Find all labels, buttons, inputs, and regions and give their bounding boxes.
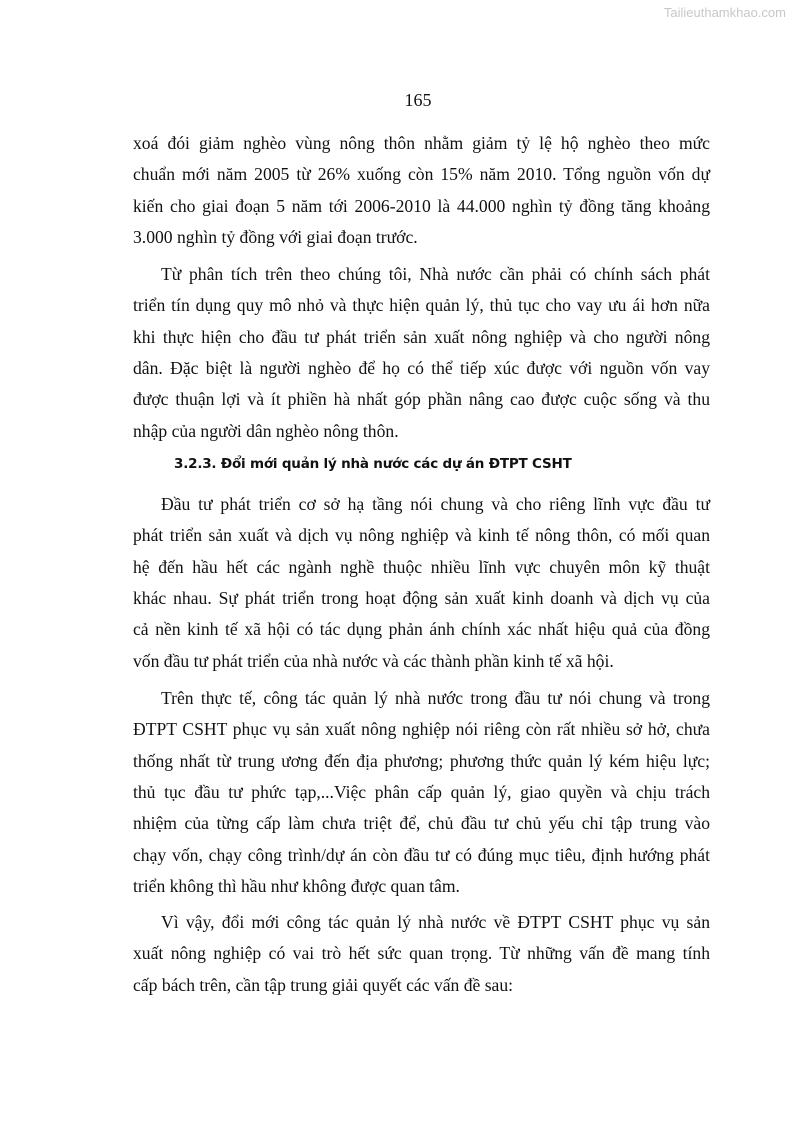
paragraph-line: triển không thì hầu như không được quan tâm. (133, 875, 460, 896)
paragraph-line: phát triển sản xuất và dịch vụ nông nghiệp và kinh tế nông thôn, có mối quan (133, 525, 710, 546)
paragraph-line: khi thực hiện cho đầu tư phát triển sản xuất nông nghiệp và cho người nông (133, 326, 710, 347)
page-number: 165 (404, 90, 432, 110)
paragraph-line: nhiệm của từng cấp làm chưa triệt để, chủ đầu tư chủ yếu chỉ tập trung vào (133, 813, 710, 834)
paragraph-line: thủ tục đầu tư phức tạp,...Việc phân cấp quản lý, giao quyền và chịu trách (133, 781, 710, 802)
paragraph-line: 3.000 nghìn tỷ đồng với giai đoạn trước. (133, 226, 418, 247)
paragraph-line: được thuận lợi và ít phiền hà nhất góp phần nâng cao được cuộc sống và thu (133, 389, 710, 410)
paragraph-line: cả nền kinh tế xã hội có tác dụng phản ánh chính xác nhất hiệu quả của đồng (133, 619, 710, 640)
paragraph-line: Vì vậy, đổi mới công tác quản lý nhà nước về ĐTPT CSHT phục vụ sản (161, 912, 710, 932)
paragraph-line: thống nhất từ trung ương đến địa phương; phương thức quản lý kém hiệu lực; (133, 750, 710, 771)
section-heading: 3.2.3. Đổi mới quản lý nhà nước các dự án ĐTPT CSHT (174, 456, 572, 472)
paragraph-line: Trên thực tế, công tác quản lý nhà nước trong đầu tư nói chung và trong (161, 688, 710, 708)
paragraph-line: ĐTPT CSHT phục vụ sản xuất nông nghiệp nói riêng còn rất nhiều sở hở, chưa (133, 719, 710, 740)
paragraph-line: Đầu tư phát triển cơ sở hạ tầng nói chung và cho riêng lĩnh vực đầu tư (161, 494, 710, 514)
paragraph-line: cấp bách trên, cần tập trung giải quyết các vấn đề sau: (133, 974, 514, 995)
paragraph-line: Từ phân tích trên theo chúng tôi, Nhà nước cần phải có chính sách phát (161, 264, 710, 284)
paragraph-line: chuẩn mới năm 2005 từ 26% xuống còn 15% năm 2010. Tổng nguồn vốn dự (133, 164, 710, 185)
watermark: Tailieuthamkhao.com (663, 5, 786, 20)
paragraph-line: nhập của người dân nghèo nông thôn. (133, 420, 399, 441)
paragraph-line: vốn đầu tư phát triển của nhà nước và các thành phần kinh tế xã hội. (133, 650, 614, 671)
paragraph-line: xoá đói giảm nghèo vùng nông thôn nhằm giảm tỷ lệ hộ nghèo theo mức (133, 133, 710, 153)
paragraph-line: xuất nông nghiệp có vai trò hết sức quan trọng. Từ những vấn đề mang tính (133, 943, 710, 964)
paragraph-line: hệ đến hầu hết các ngành nghề thuộc nhiều lĩnh vực chuyên môn kỹ thuật (133, 556, 710, 577)
paragraph-line: chạy vốn, chạy công trình/dự án còn đầu tư có đúng mục tiêu, định hướng phát (133, 844, 710, 865)
paragraph-line: triển tín dụng quy mô nhỏ và thực hiện quản lý, thủ tục cho vay ưu ái hơn nữa (133, 295, 710, 316)
paragraph-line: kiến cho giai đoạn 5 năm tới 2006-2010 là 44.000 nghìn tỷ đồng tăng khoảng (133, 195, 710, 216)
paragraph-line: khác nhau. Sự phát triển trong hoạt động sản xuất kinh doanh và dịch vụ của (133, 587, 710, 608)
paragraph-line: dân. Đặc biệt là người nghèo để họ có thể tiếp xúc được với nguồn vốn vay (133, 357, 710, 378)
